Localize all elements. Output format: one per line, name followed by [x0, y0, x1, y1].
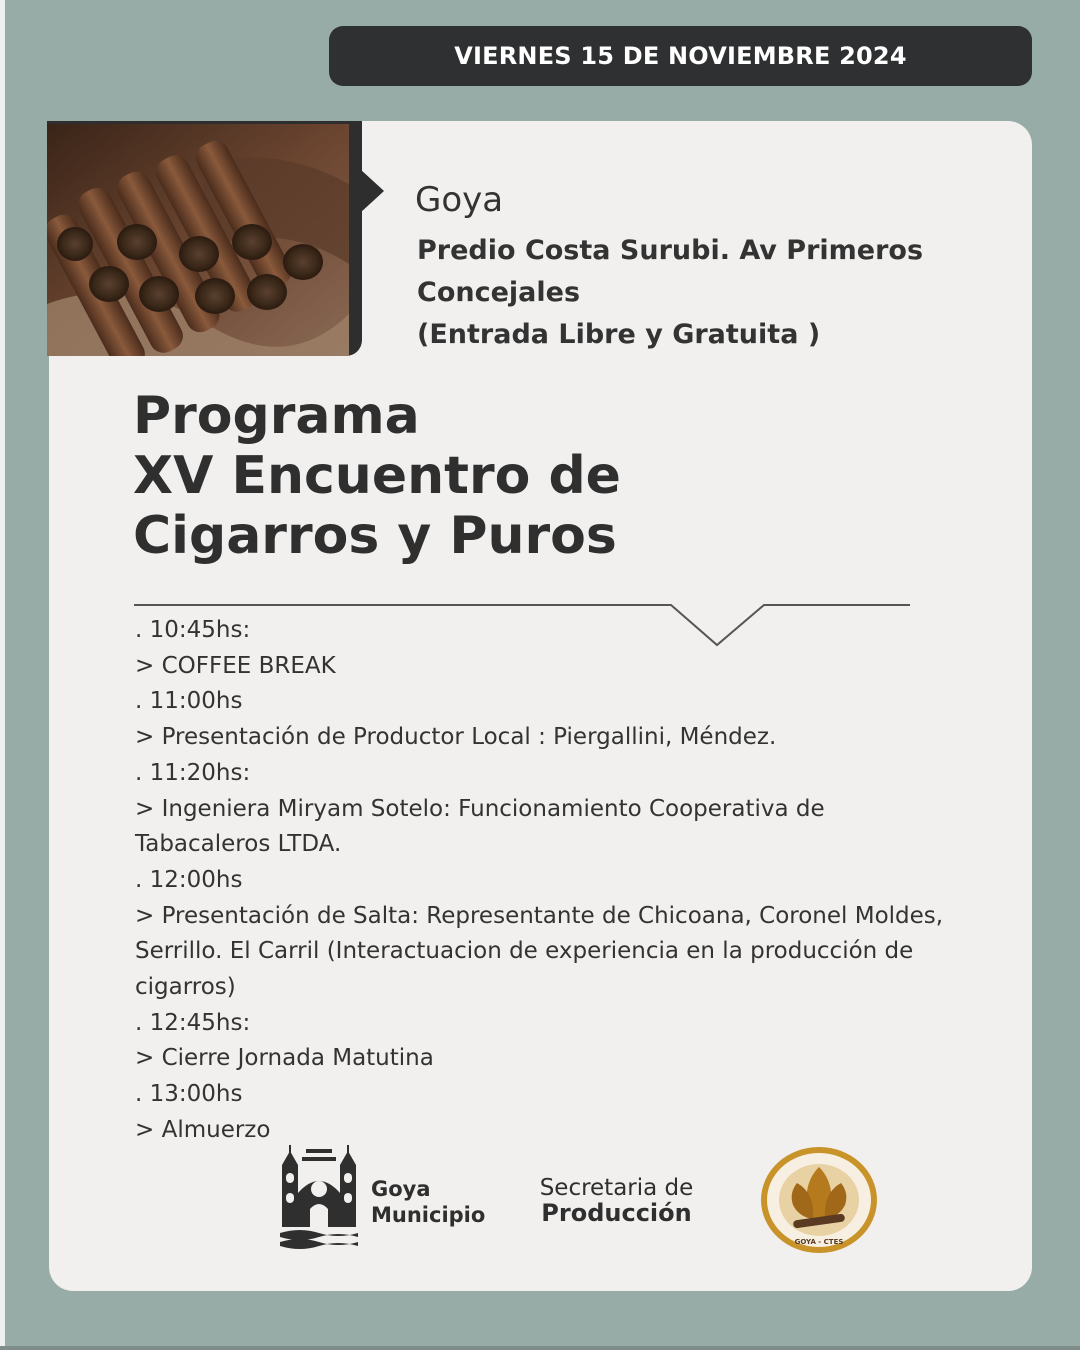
- schedule-line: > Cierre Jornada Matutina: [135, 1045, 434, 1072]
- venue-line: Concejales: [417, 277, 581, 308]
- schedule-line: > Presentación de Salta: Representante de Chicoana, Coronel Moldes,: [135, 902, 944, 929]
- goya-municipio-text: [371, 1176, 485, 1228]
- municipio-name: Municipio: [371, 1203, 486, 1227]
- venue-text: [417, 230, 977, 356]
- schedule-line: . 10:45hs:: [135, 617, 251, 643]
- emblem-caption: GOYA - CTES: [794, 1238, 844, 1246]
- title-line: Programa: [133, 386, 420, 446]
- page-left-edge: [0, 0, 5, 1350]
- goya-municipio-logo-icon: [280, 1143, 358, 1253]
- cigars-photo: [47, 124, 349, 356]
- city-label: Goya: [415, 180, 504, 220]
- schedule-line: > Ingeniera Miryam Sotelo: Funcionamiento Cooperativa de: [135, 795, 825, 822]
- schedule-line: Serrillo. El Carril (Interactuacion de experiencia en la producción de: [135, 938, 914, 965]
- date-text: VIERNES 15 DE NOVIEMBRE 2024: [454, 42, 907, 70]
- schedule-line: . 12:00hs: [135, 866, 243, 893]
- secretaria-line: Secretaria de: [539, 1175, 694, 1201]
- venue-line: (Entrada Libre y Gratuita ): [417, 319, 821, 350]
- secretaria-logo-text: [534, 1176, 699, 1226]
- schedule-line: . 11:00hs: [135, 688, 243, 715]
- event-title: [133, 386, 953, 566]
- schedule-list: [135, 613, 965, 1149]
- schedule-line: cigarros): [135, 974, 236, 1001]
- produccion-line: Producción: [541, 1199, 692, 1227]
- date-banner: [329, 26, 1032, 86]
- page-bottom-edge: [0, 1346, 1080, 1350]
- tobacco-leaf-emblem-icon: [759, 1145, 879, 1255]
- venue-line: Predio Costa Surubi. Av Primeros: [417, 235, 924, 266]
- schedule-line: . 12:45hs:: [135, 1009, 251, 1036]
- schedule-line: > Almuerzo: [135, 1116, 271, 1143]
- schedule-line: > COFFEE BREAK: [135, 652, 336, 679]
- schedule-line: . 13:00hs: [135, 1081, 243, 1108]
- schedule-line: Tabacaleros LTDA.: [135, 831, 342, 858]
- title-line: XV Encuentro de: [133, 446, 621, 506]
- photo-frame-notch: [360, 169, 384, 213]
- goya-name: Goya: [371, 1177, 431, 1201]
- schedule-line: > Presentación de Productor Local : Piergallini, Méndez.: [135, 724, 777, 751]
- schedule-line: . 11:20hs:: [135, 759, 251, 786]
- title-line: Cigarros y Puros: [133, 506, 617, 566]
